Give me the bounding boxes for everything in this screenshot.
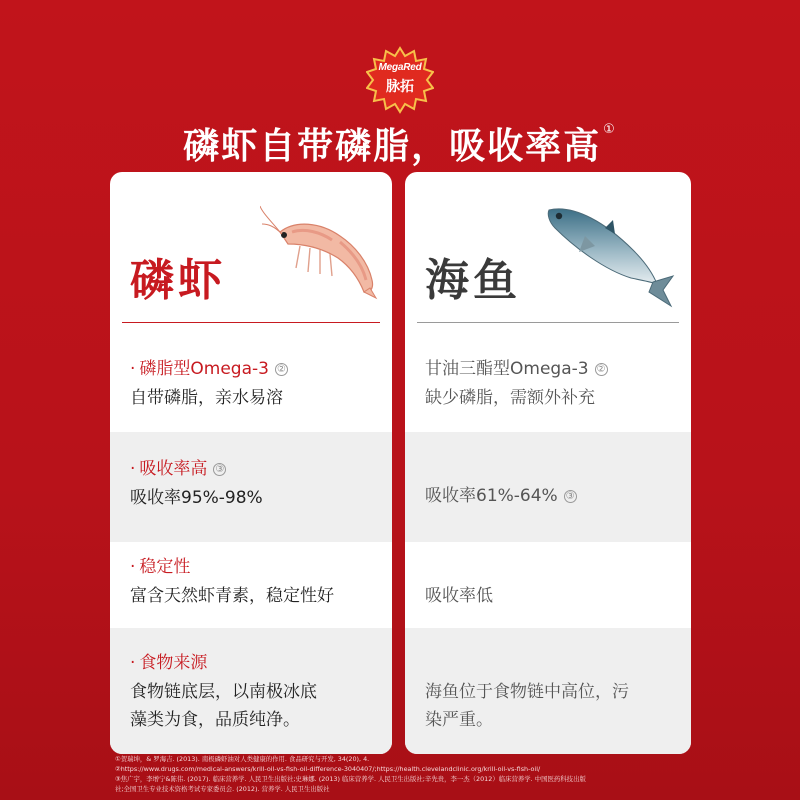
page-headline bbox=[0, 118, 800, 169]
krill-shrimp-icon bbox=[260, 202, 390, 302]
fish-row-text: 吸收率低 bbox=[425, 586, 493, 606]
note-badge: ② bbox=[275, 363, 288, 376]
krill-row-stability bbox=[110, 542, 392, 628]
logo-text-en: MegaRed bbox=[378, 62, 422, 73]
fish-row-text: 缺少磷脂，需额外补充 bbox=[425, 388, 595, 408]
krill-divider bbox=[122, 322, 380, 323]
footnote-1: ①贺瑞坤，& 罗海吉. (2013). 南极磷虾油对人类健康的作用. 食品研究与开发, 34(20), 4. bbox=[115, 755, 370, 763]
fish-row-stability bbox=[405, 542, 691, 628]
note-badge: ② bbox=[595, 363, 608, 376]
krill-row-label: · 磷脂型Omega-3 ② bbox=[130, 354, 288, 379]
krill-row-text: 自带磷脂，亲水易溶 bbox=[130, 388, 283, 408]
krill-row-label: · 吸收率高 ③ bbox=[130, 454, 226, 479]
fish-row-absorption bbox=[405, 432, 691, 542]
fish-card bbox=[405, 172, 691, 754]
headline-text: 磷虾自带磷脂，吸收率高 bbox=[183, 126, 602, 167]
bullet-icon: · bbox=[130, 459, 136, 479]
krill-row-text: 富含天然虾青素，稳定性好 bbox=[130, 586, 334, 606]
fish-row-source bbox=[405, 628, 691, 754]
footnote-4: 社;全国卫生专业技术资格考试专家委员会. (2012). 营养学. 人民卫生出版社 bbox=[115, 785, 330, 793]
footnote-2: ②https://www.drugs.com/medical-answers/krill-oil-vs-fish-oil-difference-3040407/;https://health.clevelandclinic.org/krill-oil-vs-fish-oil/ bbox=[115, 765, 541, 773]
krill-row-label: · 食物来源 bbox=[130, 653, 208, 673]
krill-row-text: 吸收率95%-98% bbox=[130, 488, 263, 508]
bullet-icon: · bbox=[130, 359, 136, 379]
fish-row-text-line1: 海鱼位于食物链中高位，污 bbox=[425, 682, 629, 702]
fish-row-text: 吸收率61%-64% ③ bbox=[425, 482, 577, 510]
fish-row-text-line2: 染严重。 bbox=[425, 710, 493, 730]
bullet-icon: · bbox=[130, 557, 136, 577]
sea-fish-icon bbox=[545, 200, 675, 310]
bullet-icon: · bbox=[130, 653, 136, 673]
references-footnotes bbox=[115, 754, 695, 794]
krill-row-text-line2: 藻类为食，品质纯净。 bbox=[130, 710, 300, 730]
krill-row-omega bbox=[110, 332, 392, 432]
krill-card bbox=[110, 172, 392, 754]
logo-text-cn: 脉拓 bbox=[386, 79, 414, 95]
krill-title: 磷虾 bbox=[130, 255, 226, 306]
note-badge: ③ bbox=[564, 490, 577, 503]
fish-title: 海鱼 bbox=[425, 255, 521, 306]
fish-row-omega bbox=[405, 332, 691, 432]
megared-logo bbox=[366, 46, 434, 114]
krill-row-label: · 稳定性 bbox=[130, 557, 191, 577]
krill-row-absorption bbox=[110, 432, 392, 542]
footnote-3: ③焦广宇，李增宁&陈伟. (2017). 临床营养学. 人民卫生出版社;史琳娜. (2013) 临床营养学. 人民卫生出版社;辛先贵，李一杰（2012）临床营养学. 中国医药科技出版 bbox=[115, 775, 586, 783]
headline-note: ① bbox=[603, 122, 617, 137]
krill-row-text-line1: 食物链底层，以南极冰底 bbox=[130, 682, 317, 702]
krill-row-source bbox=[110, 628, 392, 754]
fish-row-label: 甘油三酯型Omega-3 ② bbox=[425, 354, 608, 379]
fish-divider bbox=[417, 322, 679, 323]
note-badge: ③ bbox=[213, 463, 226, 476]
